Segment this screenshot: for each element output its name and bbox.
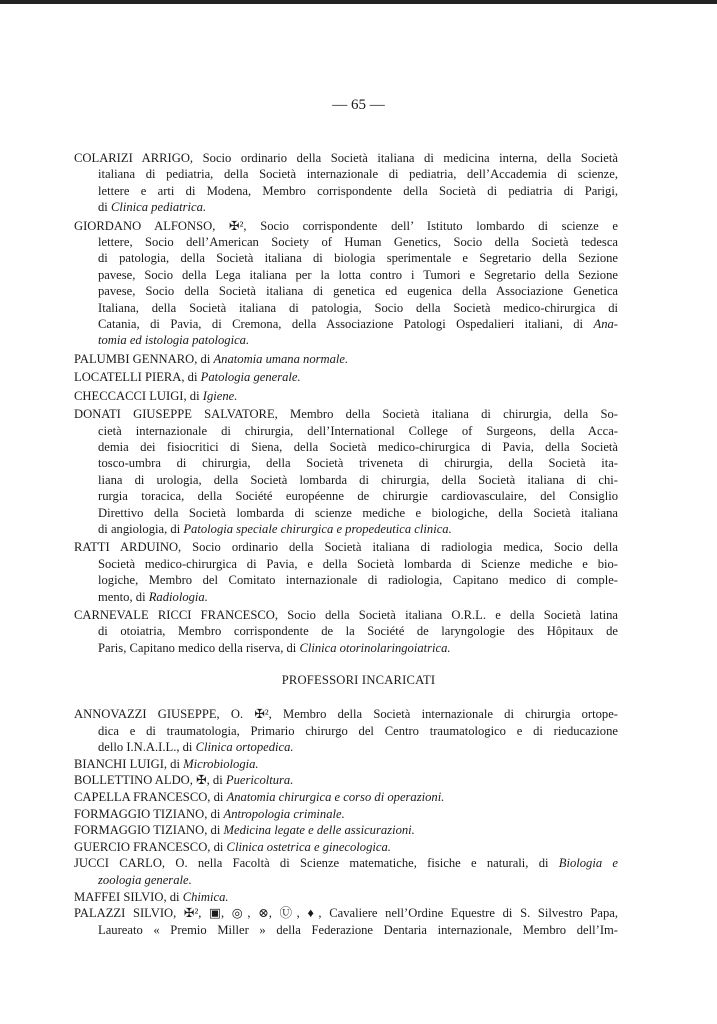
entry-line xyxy=(74,556,618,572)
entry-text: CAPELLA FRANCESCO, di xyxy=(74,789,227,804)
entry-text: MAFFEI SILVIO, di xyxy=(74,889,183,904)
professori-ordinari-list xyxy=(74,150,618,658)
entry-line xyxy=(74,488,618,504)
course-subject: Patologia speciale chirurgica e propedeutica clinica. xyxy=(183,521,452,536)
professori-incaricati-list xyxy=(74,706,618,938)
entry-line xyxy=(74,283,618,299)
entry-text: di otoiatria, Membro corrispondente de la Société de laryngologie des Hôpitaux de xyxy=(98,624,618,639)
entry-line xyxy=(74,521,618,537)
entry-text: pavese, Socio della Società italiana di genetica ed eugenica della Associazione Genetica xyxy=(98,284,618,299)
scan-top-edge xyxy=(0,0,717,4)
page-number: — 65 — xyxy=(332,97,385,113)
entry-text: PALAZZI SILVIO, ✠², ▣, ◎, ⊗, Ⓤ, ♦, Cavaliere nell’Ordine Equestre di S. Silvestro Papa, xyxy=(74,906,618,921)
entry-line xyxy=(74,872,618,889)
entry-text: BOLLETTINO ALDO, ✠, di xyxy=(74,773,226,788)
entry-line xyxy=(74,472,618,488)
entry-line xyxy=(74,505,618,521)
entry-text: FORMAGGIO TIZIANO, di xyxy=(74,823,224,838)
course-subject: Biologia e xyxy=(558,856,618,871)
entry-text: di angiologia, di xyxy=(98,521,184,536)
entry-line xyxy=(74,332,618,348)
entry-line xyxy=(74,706,618,723)
entry-line xyxy=(74,723,618,740)
entry-line xyxy=(74,589,618,605)
faculty-entry xyxy=(74,218,618,349)
course-subject: Medicina legate e delle assicurazioni. xyxy=(223,823,415,838)
entry-line xyxy=(74,855,618,872)
entry-text: italiana di pediatria, della Società internazionale di pediatria, dell’Accademia di scienze, xyxy=(98,167,618,182)
entry-text: ANNOVAZZI GIUSEPPE, O. ✠², Membro della Società internazionale di chirurgia ortope- xyxy=(74,707,618,721)
entry-text: Catania, di Pavia, di Cremona, della Associazione Patologi Ospedalieri italiani, di xyxy=(98,317,594,332)
entry-line xyxy=(74,369,618,385)
entry-line xyxy=(74,822,618,839)
entry-line xyxy=(74,607,618,623)
course-subject: Anatomia chirurgica e corso di operazioni. xyxy=(226,789,445,804)
entry-line xyxy=(74,623,618,639)
entry-line xyxy=(74,183,618,199)
entry-text: dica e di traumatologia, Primario chirurgo del Centro traumatologico e di rieducazione xyxy=(98,723,618,738)
entry-line xyxy=(74,806,618,823)
course-subject: Clinica pediatrica. xyxy=(110,200,207,215)
entry-text: Italiana, della Società italiana di patologia, Socio della Società medico-chirurgica di xyxy=(98,300,618,315)
entry-line xyxy=(74,199,618,215)
entry-line xyxy=(74,406,618,422)
entry-text: BIANCHI LUIGI, di xyxy=(74,756,184,771)
entry-line xyxy=(74,388,618,404)
course-subject: Microbiologia. xyxy=(183,756,259,771)
entry-text: COLARIZI ARRIGO, Socio ordinario della Società italiana di medicina interna, della Società xyxy=(74,151,618,165)
entry-text: cietà internazionale di chirurgia, dell’International College of Surgeons, della Acca- xyxy=(98,423,618,438)
course-subject: zoologia generale. xyxy=(98,872,192,887)
entry-text: Direttivo della Società lombarda di scienze mediche e biologiche, della Società italiana xyxy=(98,505,618,520)
course-subject: Patologia generale. xyxy=(200,370,301,385)
faculty-entry xyxy=(74,806,618,823)
faculty-entry xyxy=(74,889,618,906)
entry-line xyxy=(74,839,618,856)
course-subject: Ana- xyxy=(593,317,618,332)
entry-text: FORMAGGIO TIZIANO, di xyxy=(74,806,224,821)
faculty-entry xyxy=(74,706,618,756)
entry-text: GUERCIO FRANCESCO, di xyxy=(74,839,227,854)
faculty-entry xyxy=(74,388,618,404)
entry-line xyxy=(74,351,618,367)
entry-text: rurgia toracica, della Société européenne de chirurgie cardiovasculaire, del Consiglio xyxy=(98,489,618,504)
entry-line xyxy=(74,889,618,906)
entry-text: di patologia, della Società italiana di biologia sperimentale e Segretario della Sezione xyxy=(98,251,618,266)
course-subject: Clinica ostetrica e ginecologica. xyxy=(226,839,391,854)
faculty-entry xyxy=(74,369,618,385)
course-subject: Anatomia umana normale. xyxy=(213,351,349,366)
entry-text: CARNEVALE RICCI FRANCESCO, Socio della Società italiana O.R.L. e della Società latina xyxy=(74,607,618,622)
entry-text: lettere, Socio dell’American Society of Human Genetics, Socio della Società tedesca xyxy=(98,235,618,250)
entry-line xyxy=(74,250,618,266)
entry-line xyxy=(74,423,618,439)
entry-line xyxy=(74,789,618,806)
entry-text: PALUMBI GENNARO, di xyxy=(74,351,214,366)
faculty-entry xyxy=(74,406,618,537)
entry-line xyxy=(74,166,618,182)
entry-text: GIORDANO ALFONSO, ✠², Socio corrispondente dell’ Istituto lombardo di scienze e xyxy=(74,218,618,233)
entry-line xyxy=(74,922,618,939)
faculty-entry xyxy=(74,789,618,806)
faculty-entry xyxy=(74,150,618,216)
entry-text: liana di urologia, della Società lombarda di chirurgia, della Società italiana di chi- xyxy=(98,472,618,487)
entry-line xyxy=(74,905,618,922)
entry-text: RATTI ARDUINO, Socio ordinario della Società italiana di radiologia medica, Socio della xyxy=(74,540,618,555)
entry-line xyxy=(74,772,618,789)
faculty-entry xyxy=(74,756,618,773)
entry-line xyxy=(74,234,618,250)
entry-line xyxy=(74,300,618,316)
entry-line xyxy=(74,218,618,234)
entry-text: Società medico-chirurgica di Pavia, e della Società lombarda di Scienze mediche e bio- xyxy=(98,556,618,571)
section-heading: PROFESSORI INCARICATI xyxy=(281,673,436,687)
entry-text: tosco-umbra di chirurgia, della Società triveneta di chirurgia, della Società ita- xyxy=(98,456,618,471)
entry-line xyxy=(74,455,618,471)
entry-line xyxy=(74,539,618,555)
entry-text: JUCCI CARLO, O. nella Facoltà di Scienze matematiche, fisiche e naturali, di xyxy=(74,856,559,871)
entry-text: DONATI GIUSEPPE SALVATORE, Membro della Società italiana di chirurgia, della So- xyxy=(74,407,618,422)
faculty-entry xyxy=(74,772,618,789)
faculty-entry xyxy=(74,839,618,856)
course-subject: Puericoltura. xyxy=(225,773,294,788)
entry-line xyxy=(74,439,618,455)
entry-text: pavese, Socio della Lega italiana per la lotta contro i Tumori e Segretario della Sezione xyxy=(98,267,618,282)
entry-text: logiche, Membro del Comitato internazionale di radiologia, Capitano medico di comple- xyxy=(98,573,618,588)
entry-text: di xyxy=(98,200,111,215)
entry-text: dello I.N.A.I.L., di xyxy=(98,740,196,755)
course-subject: Radiologia. xyxy=(148,589,208,604)
course-subject: Chimica. xyxy=(182,889,229,904)
entry-line xyxy=(74,150,618,166)
faculty-entry xyxy=(74,351,618,367)
entry-line xyxy=(74,640,618,656)
entry-text: lettere e arti di Modena, Membro corrispondente della Società di pediatria di Parigi, xyxy=(98,183,618,198)
entry-text: CHECCACCI LUIGI, di xyxy=(74,388,203,403)
entry-text: Laureato « Premio Miller » della Federazione Dentaria internazionale, Membro dell’Im- xyxy=(98,922,618,937)
entry-line xyxy=(74,572,618,588)
faculty-entry xyxy=(74,822,618,839)
entry-text: LOCATELLI PIERA, di xyxy=(74,370,201,385)
faculty-entry xyxy=(74,539,618,605)
course-subject: Clinica otorinolaringoiatrica. xyxy=(299,640,451,655)
course-subject: Clinica ortopedica. xyxy=(195,740,294,755)
faculty-entry xyxy=(74,855,618,888)
entry-text: demia dei fisiocritici di Siena, della Società medico-chirurgica di Pavia, della Società xyxy=(98,439,618,454)
entry-line xyxy=(74,267,618,283)
entry-line xyxy=(74,316,618,332)
entry-text: mento, di xyxy=(98,589,149,604)
course-subject: Igiene. xyxy=(202,388,238,403)
course-subject: tomia ed istologia patologica. xyxy=(98,333,250,348)
entry-text: Paris, Capitano medico della riserva, di xyxy=(98,640,300,655)
entry-line xyxy=(74,756,618,773)
course-subject: Antropologia criminale. xyxy=(223,806,345,821)
entry-line xyxy=(74,739,618,756)
faculty-entry xyxy=(74,905,618,938)
faculty-entry xyxy=(74,607,618,656)
